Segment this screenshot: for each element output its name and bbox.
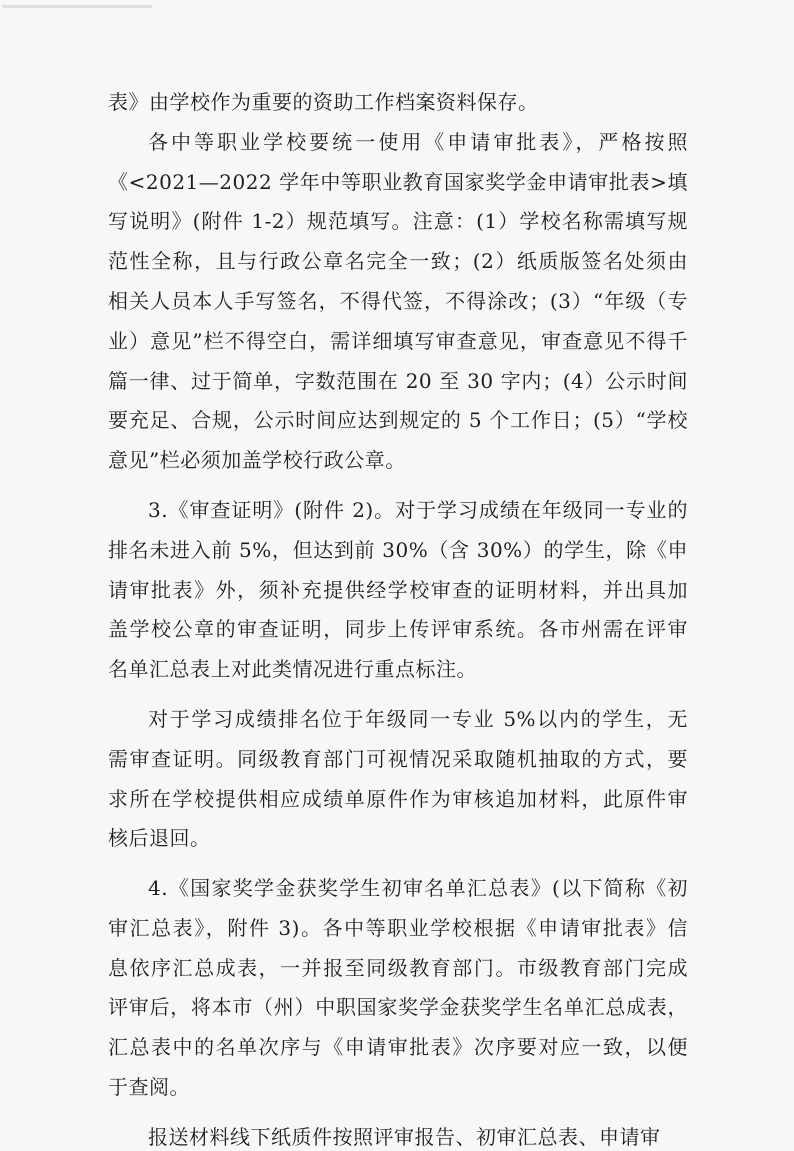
body-line: 求所在学校提供相应成绩单原件作为审核追加材料，此原件审 [108, 787, 688, 811]
body-line: 篇一律、过于简单，字数范围在 20 至 30 字内；(4）公示时间 [108, 369, 688, 393]
body-line: 息依序汇总成表，一并报至同级教育部门。市级教育部门完成 [108, 956, 688, 980]
body-line: 汇总表中的名单次序与《申请审批表》次序要对应一致，以便 [108, 1035, 688, 1059]
body-line: 于查阅。 [108, 1075, 190, 1099]
body-line: 业）意见”栏不得空白，需详细填写审查意见，审查意见不得千 [108, 329, 688, 353]
body-line: 审汇总表》，附件 3)。各中等职业学校根据《申请审批表》信 [108, 916, 688, 940]
body-line: 需审查证明。同级教育部门可视情况采取随机抽取的方式，要 [108, 747, 688, 771]
body-line: 请审批表》外，须补充提供经学校审查的证明材料，并出具加 [108, 578, 688, 602]
scan-edge-mark [2, 3, 152, 11]
body-line: 名单汇总表上对此类情况进行重点标注。 [108, 657, 477, 681]
body-line: 盖学校公章的审查证明，同步上传评审系统。各市州需在评审 [108, 617, 688, 641]
body-line: 范性全称，且与行政公章名完全一致；(2）纸质版签名处须由 [108, 249, 688, 273]
body-line: 表》由学校作为重要的资助工作档案资料保存。 [108, 90, 539, 114]
body-line: 意见”栏必须加盖学校行政公章。 [108, 448, 406, 472]
body-line: 排名未进入前 5%，但达到前 30%（含 30%）的学生，除《申 [108, 538, 688, 562]
body-line: 对于学习成绩排名位于年级同一专业 5%以内的学生，无 [148, 707, 688, 731]
body-line: 3.《审查证明》(附件 2)。对于学习成绩在年级同一专业的 [148, 498, 688, 522]
body-line: 4.《国家奖学金获奖学生初审名单汇总表》(以下简称《初 [148, 876, 688, 900]
body-line: 《<2021—2022 学年中等职业教育国家奖学金申请审批表>填 [108, 170, 688, 194]
body-line: 相关人员本人手写签名，不得代签，不得涂改；(3）“年级（专 [108, 289, 688, 313]
body-line: 写说明》(附件 1-2）规范填写。注意：(1）学校名称需填写规 [108, 209, 688, 233]
body-line: 评审后，将本市（州）中职国家奖学金获奖学生名单汇总成表， [108, 995, 688, 1019]
body-line: 各中等职业学校要统一使用《申请审批表》，严格按照 [148, 130, 688, 154]
body-line: 核后退回。 [108, 826, 211, 850]
body-line: 要充足、合规，公示时间应达到规定的 5 个工作日；(5）“学校 [108, 408, 688, 432]
body-line: 报送材料线下纸质件按照评审报告、初审汇总表、申请审 [148, 1125, 661, 1149]
